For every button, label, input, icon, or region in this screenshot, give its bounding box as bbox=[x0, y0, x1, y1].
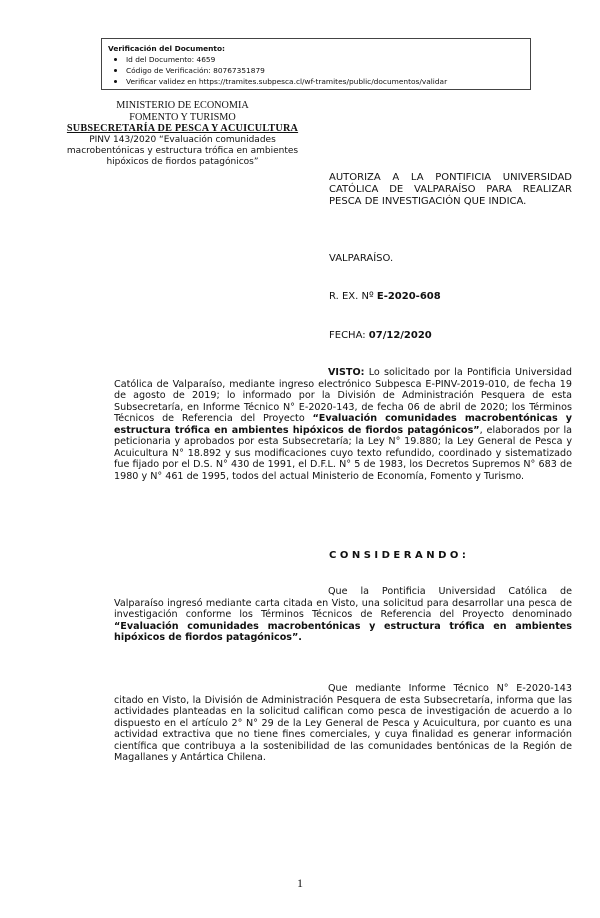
verification-box bbox=[101, 38, 531, 90]
verification-id: Id del Documento: 4659 bbox=[126, 54, 524, 65]
verification-list bbox=[108, 54, 524, 87]
resolution-date: FECHA: 07/12/2020 bbox=[329, 330, 432, 341]
verification-link[interactable]: https://tramites.subpesca.cl/wf-tramites/public/documentos/validar bbox=[198, 77, 448, 86]
considerando-heading: CONSIDERANDO: bbox=[329, 550, 470, 561]
considerando-project-title: “Evaluación comunidades macrobentónicas y estructura trófica en ambientes hipóxicos de fiordos patagónicos”. bbox=[114, 620, 572, 643]
considerando-paragraph-2: Que mediante Informe Técnico N° E-2020-143 citado en Visto, la División de Administración Pesquera de esta Subsecretaría, informa que las actividades planteadas en la solicitud califican como pesca de investigación de acuerdo a lo dispuesto en el artículo 2° N° 29 de la Ley General de Pesca y Acuicultura, por cuanto es una actividad extractiva que no tiene fines comerciales, y cuya finalidad es generar información científica que contribuya a la sostenibilidad de las comunidades bentónicas de la Región de Magallanes y Antártica Chilena. bbox=[114, 683, 572, 763]
project-line2: macrobentónicas y estructura trófica en ambientes bbox=[66, 145, 299, 156]
project-line1: PINV 143/2020 “Evaluación comunidades bbox=[89, 134, 276, 145]
verification-code: Código de Verificación: 80767351879 bbox=[126, 65, 524, 76]
ministry-line1: MINISTERIO DE ECONOMIA bbox=[116, 100, 249, 111]
letterhead bbox=[50, 100, 315, 168]
visto-label: VISTO: bbox=[328, 367, 365, 378]
verification-url: Verificar validez en https://tramites.subpesca.cl/wf-tramites/public/documentos/validar bbox=[126, 76, 524, 87]
considerando-paragraph-1: Que la Pontificia Universidad Católica de Valparaíso ingresó mediante carta citada en Visto, una solicitud para desarrollar una pesca de investigación conforme los Términos Técnicos de Referencia del Proyecto denominado “Evaluación comunidades macrobentónicas y estructura trófica en ambientes hipóxicos de fiordos patagónicos”. bbox=[114, 586, 572, 643]
project-line3: hipóxicos de fiordos patagónicos” bbox=[106, 156, 259, 167]
resolution-place: VALPARAÍSO. bbox=[329, 253, 394, 264]
resolution-title: AUTORIZA A LA PONTIFICIA UNIVERSIDAD CATÓLICA DE VALPARAÍSO PARA REALIZAR PESCA DE INVESTIGACIÓN QUE INDICA. bbox=[329, 172, 572, 207]
visto-paragraph: VISTO: Lo solicitado por la Pontificia Universidad Católica de Valparaíso, mediante ingreso electrónico Subpesca E-PINV-2019-010, de fecha 19 de agosto de 2019; lo informado por la División de Administración Pesquera de esta Subsecretaría, en Informe Técnico N° E-2020-143, de fecha 06 de abril de 2020; los Términos Técnicos de Referencia del Proyecto “Evaluación comunidades macrobentónicas y estructura trófica en ambientes hipóxicos de fiordos patagónicos”, elaborados por la peticionaria y aprobados por esta Subsecretaría; la Ley N° 19.880; la Ley General de Pesca y Acuicultura N° 18.892 y sus modificaciones cuyo texto refundido, coordinado y sistematizado fue fijado por el D.S. N° 430 de 1991, el D.F.L. N° 5 de 1983, los Decretos Supremos N° 683 de 1980 y N° 461 de 1995, todos del actual Ministerio de Economía, Fomento y Turismo. bbox=[114, 367, 572, 482]
visto-project-title: “Evaluación comunidades macrobentónicas y estructura trófica en ambientes hipóxicos de fiordos patagónicos” bbox=[114, 413, 572, 436]
page-number: 1 bbox=[297, 876, 303, 890]
resolution-number: R. EX. Nº E-2020-608 bbox=[329, 291, 441, 302]
ministry-line2: FOMENTO Y TURISMO bbox=[129, 111, 236, 123]
subsecretaria-name: SUBSECRETARÍA DE PESCA Y ACUICULTURA bbox=[66, 123, 299, 134]
verification-title: Verificación del Documento: bbox=[108, 44, 225, 53]
